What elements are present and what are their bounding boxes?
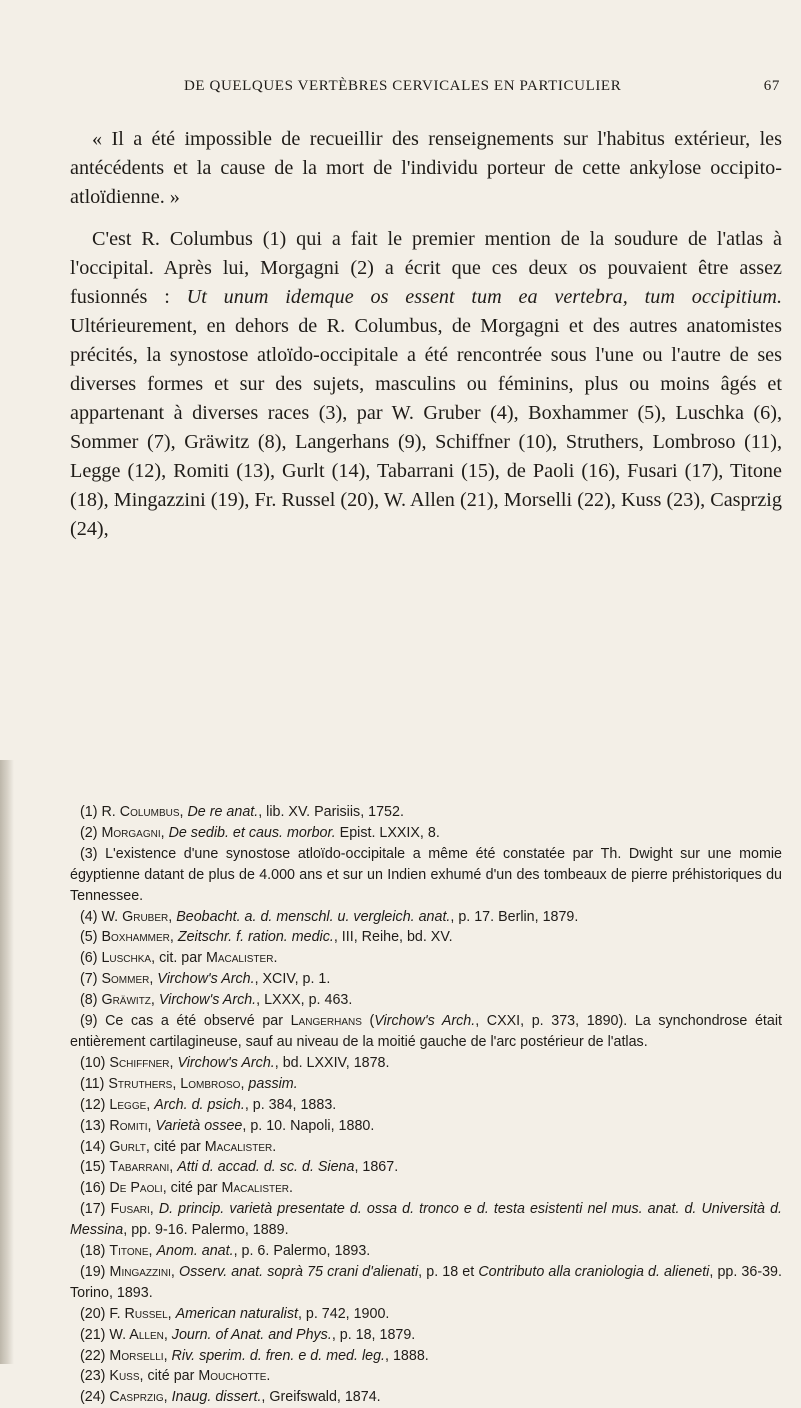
footnote-text: , p. 742, 1900.	[297, 1305, 390, 1322]
footnote-text: cité par	[170, 1180, 222, 1197]
footnote: (17) Fusari, D. princip. varietà presentate d. ossa d. tronco e d. testa esistenti nel mus. anat. d. Università d. Messina, pp. 9-16. Palermo, 1889.	[70, 1201, 782, 1239]
footnote-number: (15)	[80, 1159, 106, 1176]
footnote-author: Morselli	[109, 1347, 164, 1364]
footnote-number: (20)	[80, 1305, 106, 1322]
footnote-number: (14)	[80, 1138, 106, 1155]
footnote-text: , p. 384, 1883.	[244, 1096, 337, 1113]
footnote-author: R. Columbus	[101, 804, 180, 820]
footnote-number: (22)	[80, 1347, 106, 1364]
footnote: (22) Morselli, Riv. sperim. d. fren. e d. med. leg., 1888.	[80, 1347, 429, 1364]
footnote	[70, 844, 782, 907]
footnote-author: Fusari	[110, 1201, 150, 1218]
footnote-title: Riv. sperim. d. fren. e d. med. leg.	[171, 1347, 386, 1364]
footnote-author: Romiti	[109, 1117, 148, 1134]
footnote-number: (18)	[80, 1243, 106, 1260]
footnote: (21) W. Allen, Journ. of Anat. and Phys., p. 18, 1879.	[80, 1326, 416, 1343]
footnote-text: , p. 18 et	[418, 1263, 479, 1280]
footnote-number: (9)	[80, 1013, 98, 1030]
footnote: (20) F. Russel, American naturalist, p. 742, 1900.	[80, 1305, 390, 1322]
footnote-text: .	[289, 1180, 293, 1197]
footnote-text: L'existence d'une synostose atloïdo-occipitale a même été constatée par Th. Dwight sur une momie égyptienne datant de plus de 4.000 ans et sur un Indien exhumé d'un des tombeaux de pierre préhistoriques du Tennessee.	[70, 845, 782, 904]
footnote-title: passim.	[248, 1075, 298, 1092]
footnote-number: (4)	[80, 908, 98, 925]
footnote-text: Mouchotte	[198, 1368, 267, 1385]
footnote-text: , p. 17. Berlin, 1879.	[450, 908, 579, 925]
footnote-author: F. Russel	[109, 1305, 168, 1322]
footnote-author: Titone	[109, 1243, 149, 1260]
footnote-text: Macalister	[221, 1180, 290, 1197]
footnote: (6) Luschka, cit. par Macalister.	[80, 950, 278, 967]
footnote: (11) Struthers, Lombroso, passim.	[80, 1075, 298, 1092]
footnote-text: , bd. LXXIV, 1878.	[274, 1054, 390, 1071]
footnote-number: (6)	[80, 950, 98, 967]
footnote-title: De sedib. et caus. morbor.	[168, 824, 336, 841]
footnote-number: (2)	[80, 824, 98, 841]
footnote: (23) Kuss, cité par Mouchotte.	[80, 1368, 271, 1385]
footnote-number: (13)	[80, 1117, 106, 1134]
footnote-number: (11)	[80, 1075, 105, 1092]
footnote-text: cité par	[153, 1138, 205, 1155]
paragraph-history	[70, 225, 782, 544]
footnote-text: , pp. 9-16. Palermo, 1889.	[123, 1222, 289, 1239]
footnote-title: American naturalist	[175, 1305, 298, 1322]
footnote-title: Zeitschr. f. ration. medic.	[177, 929, 334, 946]
footnote-author: Tabarrani	[109, 1159, 170, 1176]
footnote-author: Morgagni	[101, 824, 161, 841]
footnote-text: .	[266, 1368, 271, 1385]
footnote-number: (12)	[80, 1096, 106, 1113]
footnote: (13) Romiti, Varietà ossee, p. 10. Napoli, 1880.	[80, 1117, 375, 1134]
paragraph-quote: « Il a été impossible de recueillir des renseignements sur l'habitus extérieur, les antécédents et la cause de la mort de l'individu porteur de cette ankylose occipito-atloïdienne. »	[70, 128, 782, 208]
footnote-title: Virchow's Arch.	[158, 992, 257, 1009]
footnote-title: Virchow's Arch.	[177, 1054, 275, 1071]
footnote-author: Struthers, Lombroso	[108, 1075, 241, 1092]
paragraph-text-part: Ultérieurement, en dehors de R. Columbus, de Morgagni et des autres anatomistes précités, la synostose atloïdo-occipitale a été rencontrée sous l'une ou l'autre de ses diverses formes et sur des sujets, masculins ou féminins, plus ou moins âgés et appartenant à diverses races (3), par W. Gruber (4), Boxhammer (5), Luschka (6), Sommer (7), Gräwitz (8), Langerhans (9), Schiffner (10), Struthers, Lombroso (11), Legge (12), Romiti (13), Gurlt (14), Tabarrani (15), de Paoli (16), Fusari (17), Titone (18), Mingazzini (19), Fr. Russel (20), W. Allen (21), Morselli (22), Kuss (23), Casprzig (24),	[70, 315, 782, 540]
footnote: (1) R. Columbus, De re anat., lib. XV. Parisiis, 1752.	[80, 804, 404, 820]
footnote-author: Kuss	[109, 1368, 140, 1385]
footnote: (15) Tabarrani, Atti d. accad. d. sc. d. Siena, 1867.	[80, 1159, 399, 1176]
footnote-text: , Greifswald, 1874.	[261, 1389, 381, 1406]
footnote: (7) Sommer, Virchow's Arch., XCIV, p. 1.	[80, 971, 331, 988]
footnote-title: Osserv. anat. soprà 75 crani d'alienati	[179, 1263, 419, 1280]
footnote-number: (16)	[80, 1180, 106, 1197]
footnote: (12) Legge, Arch. d. psich., p. 384, 1883.	[80, 1096, 337, 1113]
footnotes	[70, 802, 782, 1408]
footnote-author: Boxhammer	[101, 929, 170, 946]
footnote: (14) Gurlt, cité par Macalister.	[80, 1138, 277, 1155]
footnote-title: D. princip. varietà presentate d. ossa d. tronco e d. testa esistenti nel mus. anat. d. Università d. Messina	[70, 1201, 782, 1239]
footnote-author: Legge	[109, 1096, 147, 1113]
footnote-text: Epist. LXXIX, 8.	[335, 824, 440, 841]
footnote-title: Arch. d. psich.	[154, 1096, 245, 1113]
footnote-author: Schiffner	[109, 1054, 170, 1071]
footnote-text: , pp. 36-39. Torino, 1893.	[70, 1263, 782, 1301]
footnote-title: Anom. anat.	[156, 1243, 234, 1260]
latin-quote: Ut unum idemque os essent tum ea vertebra, tum occipitium.	[186, 286, 782, 308]
footnote-text: , p. 18, 1879.	[331, 1326, 416, 1343]
footnote-text: .	[272, 1138, 277, 1155]
footnote-author: W. Allen	[109, 1326, 164, 1343]
footnote-number: (24)	[80, 1389, 106, 1406]
footnote: (4) W. Gruber, Beobacht. a. d. menschl. u. vergleich. anat., p. 17. Berlin, 1879.	[80, 908, 579, 925]
footnote-number: (5)	[80, 929, 98, 946]
footnote-title: Virchow's Arch.	[157, 971, 255, 988]
footnote-author: Sommer	[101, 971, 150, 988]
footnote-number: (3)	[80, 845, 98, 862]
footnote-text: , 1888.	[385, 1347, 429, 1364]
footnote-title: Contributo alla craniologia d. alieneti	[478, 1263, 710, 1280]
footnote-text: cité par	[147, 1368, 199, 1385]
footnote-author: Casprzig	[109, 1389, 164, 1406]
footnote-text: cit. par	[159, 950, 206, 967]
footnote-author: Gräwitz	[101, 992, 151, 1009]
footnote-text: , p. 6. Palermo, 1893.	[233, 1243, 371, 1260]
footnote-title: Inaug. dissert.	[171, 1389, 262, 1406]
footnote-title: Varietà ossee	[155, 1117, 243, 1134]
footnote-title: Beobacht. a. d. menschl. u. vergleich. anat.	[176, 908, 451, 925]
footnote: (10) Schiffner, Virchow's Arch., bd. LXXIV, 1878.	[80, 1054, 390, 1071]
footnote-author: De Paoli	[109, 1180, 163, 1197]
footnote: (24) Casprzig, Inaug. dissert., Greifswald, 1874.	[80, 1389, 381, 1406]
footnote-number: (23)	[80, 1368, 106, 1385]
footnote-text: Ce cas a été observé par	[105, 1013, 291, 1030]
footnote-text: , XCIV, p. 1.	[254, 971, 331, 988]
footnote-number: (1)	[80, 804, 98, 820]
footnote-number: (8)	[80, 992, 98, 1009]
footnote-author: Gurlt	[109, 1138, 146, 1155]
footnote-text: , p. 10. Napoli, 1880.	[242, 1117, 375, 1134]
footnote-title: Journ. of Anat. and Phys.	[171, 1326, 332, 1343]
page-binding-shadow	[0, 760, 14, 1364]
paragraph-text-part: C'est R. Columbus (1) qui a fait le premier mention de la soudure de l'atlas à l'occipital. Après lui, Morgagni (2) a écrit que ces deux os pouvaient être assez fusionnés :	[70, 228, 782, 308]
footnote: (5) Boxhammer, Zeitschr. f. ration. medic., III, Reihe, bd. XV.	[80, 929, 453, 946]
footnote-author: Luschka	[101, 950, 152, 967]
footnote-text: , III, Reihe, bd. XV.	[333, 929, 453, 946]
footnote-author: Mingazzini	[109, 1263, 171, 1280]
footnote: (16) De Paoli, cité par Macalister.	[80, 1180, 293, 1197]
footnote-number: (19)	[80, 1263, 106, 1280]
footnote-author: W. Gruber	[101, 908, 169, 925]
footnote-text: Macalister	[204, 1138, 273, 1155]
footnote-text: .	[273, 950, 278, 967]
footnote: (8) Gräwitz, Virchow's Arch., LXXX, p. 463.	[80, 992, 353, 1009]
page-number: 67	[763, 78, 780, 94]
footnote-number: (7)	[80, 971, 98, 988]
footnote-number: (17)	[80, 1201, 106, 1218]
main-text	[70, 125, 782, 544]
footnote-title: De re anat.	[187, 804, 259, 820]
footnote-title: Virchow's Arch.	[374, 1013, 476, 1030]
footnote-text: , lib. XV. Parisiis, 1752.	[258, 804, 404, 820]
footnote-text: , LXXX, p. 463.	[256, 992, 353, 1009]
footnote-text: Langerhans	[290, 1013, 362, 1030]
footnote-text: , 1867.	[354, 1159, 399, 1176]
footnote: (19) Mingazzini, Osserv. anat. soprà 75 crani d'alienati, p. 18 et Contributo alla craniologia d. alieneti, pp. 36-39. Torino, 1893.	[70, 1263, 782, 1301]
footnote-text: , CXXI, p. 373, 1890). La synchondrose était entièrement cartilagineuse, sauf au niveau de la moitié gauche de l'arc postérieur de l'atlas.	[70, 1013, 782, 1050]
footnote-number: (21)	[80, 1326, 106, 1343]
running-title: DE QUELQUES VERTÈBRES CERVICALES EN PARTICULIER	[184, 78, 622, 94]
footnote-text: Macalister	[205, 950, 274, 967]
footnote-number: (10)	[80, 1054, 106, 1071]
running-header	[70, 78, 780, 95]
footnote-text: (	[361, 1013, 375, 1030]
footnote	[70, 1011, 782, 1053]
footnote-title: Atti d. accad. d. sc. d. Siena	[177, 1159, 355, 1176]
footnote: (2) Morgagni, De sedib. et caus. morbor. Epist. LXXIX, 8.	[80, 824, 440, 841]
footnote: (18) Titone, Anom. anat., p. 6. Palermo, 1893.	[80, 1243, 371, 1260]
